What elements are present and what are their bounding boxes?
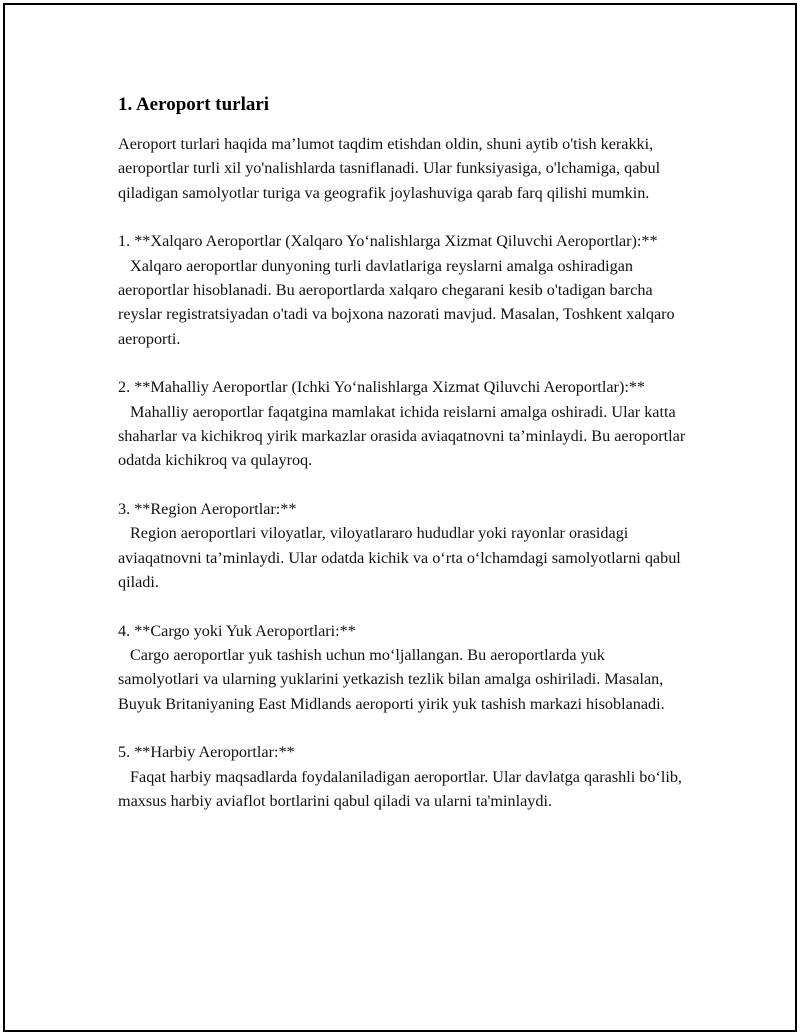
document-content xyxy=(118,91,688,837)
list-item-body: Xalqaro aeroportlar dunyoning turli davlatlariga reyslarni amalga oshiradigan aeroportlar hisoblanadi. Bu aeroportlarda xalqaro chegarani kesib o'tadigan barcha reyslar registratsiyadan o'tadi va bojxona nazorati mavjud. Masalan, Toshkent xalqaro aeroporti. xyxy=(118,256,675,348)
list-item-4 xyxy=(118,619,688,717)
list-item-heading: 3. **Region Aeroportlar:** xyxy=(118,499,297,518)
document-page xyxy=(3,3,797,1032)
list-item-heading: 2. **Mahalliy Aeroportlar (Ichki Yo‘nalishlarga Xizmat Qiluvchi Aeroportlar):** xyxy=(118,378,646,397)
list-item-2 xyxy=(118,375,688,473)
list-item-body: Mahalliy aeroportlar faqatgina mamlakat ichida reislarni amalga oshiradi. Ular katta shaharlar va kichikroq yirik markazlar orasida aviaqatnovni ta’minlaydi. Bu aeroportlar odatda kichikroq va qulayroq. xyxy=(118,402,686,470)
list-item-body: Cargo aeroportlar yuk tashish uchun mo‘ljallangan. Bu aeroportlarda yuk samolyotlari va ularning yuklarini yetkazish tezlik bilan amalga oshiriladi. Masalan, Buyuk Britaniyaning East Midlands aeroporti yirik yuk tashish markazi hisoblanadi. xyxy=(118,645,665,713)
list-item-heading: 1. **Xalqaro Aeroportlar (Xalqaro Yo‘nalishlarga Xizmat Qiluvchi Aeroportlar):** xyxy=(118,232,658,251)
list-item-5 xyxy=(118,740,688,813)
document-title: 1. Aeroport turlari xyxy=(118,94,270,115)
list-item-heading: 4. **Cargo yoki Yuk Aeroportlari:** xyxy=(118,621,356,640)
list-item-1 xyxy=(118,229,688,351)
intro-paragraph: Aeroport turlari haqida ma’lumot taqdim etishdan oldin, shuni aytib o'tish kerakki, aeroportlar turli xil yo'nalishlarda tasniflanadi. Ular funksiyasiga, o'lchamiga, qabul qiladigan samolyotlar turiga va geografik joylashuviga qarab farq qilishi mumkin. xyxy=(118,135,661,202)
list-item-body: Faqat harbiy maqsadlarda foydalaniladigan aeroportlar. Ular davlatga qarashli bo‘lib, maxsus harbiy aviaflot bortlarini qabul qiladi va ularni ta'minlaydi. xyxy=(118,767,682,810)
list-item-heading: 5. **Harbiy Aeroportlar:** xyxy=(118,743,295,762)
list-item-3 xyxy=(118,497,688,595)
list-item-body: Region aeroportlari viloyatlar, viloyatlararo hududlar yoki rayonlar orasidagi aviaqatnovni ta’minlaydi. Ular odatda kichik va o‘rta o‘lchamdagi samolyotlarni qabul qiladi. xyxy=(118,524,681,592)
